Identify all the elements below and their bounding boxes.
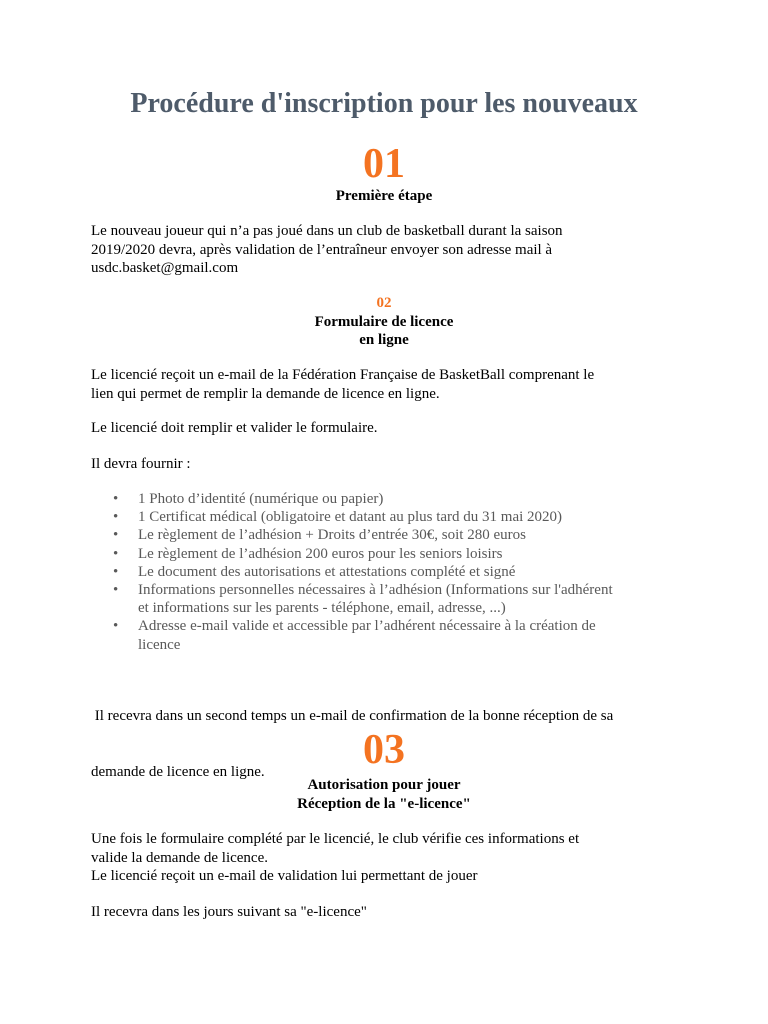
text-line: Le licencié reçoit un e-mail de la Fédération Française de BasketBall comprenant le xyxy=(91,367,595,383)
text-line: Le licencié reçoit un e-mail de validation lui permettant de jouer xyxy=(91,868,478,884)
text-line: 2019/2020 devra, après validation de l’entraîneur envoyer son adresse mail à xyxy=(91,241,553,258)
list-item xyxy=(91,581,681,617)
step-3-paragraph-2: Il recevra dans les jours suivant sa "e-licence" xyxy=(91,904,367,920)
document-title: Procédure d'inscription pour les nouveaux xyxy=(130,88,638,119)
list-item xyxy=(91,490,681,508)
bullet-icon: • xyxy=(113,527,119,544)
step-2-paragraph-1 xyxy=(91,366,681,403)
list-item xyxy=(91,526,681,544)
bullet-icon: • xyxy=(113,582,119,599)
text-line: demande de licence en ligne. xyxy=(91,763,265,780)
list-item xyxy=(91,563,681,581)
list-item-text: 1 Photo d’identité (numérique ou papier) xyxy=(138,491,384,507)
list-item xyxy=(91,508,681,526)
step-3-heading-line-2: Réception de la "e-licence" xyxy=(297,796,471,812)
list-item-text: licence xyxy=(138,636,181,653)
step-3-paragraph-1 xyxy=(91,830,681,886)
step-1-number: 01 xyxy=(363,141,405,187)
step-2-heading-line-1: Formulaire de licence xyxy=(314,314,454,330)
step-2-number: 02 xyxy=(376,295,392,311)
step-2-paragraph-3: Il devra fournir : xyxy=(91,456,191,472)
list-item-text: et informations sur les parents - téléphone, email, adresse, ...) xyxy=(138,600,506,617)
bullet-icon: • xyxy=(113,509,119,526)
email-text: usdc.basket@gmail.com xyxy=(91,260,239,276)
bullet-icon: • xyxy=(113,545,119,562)
text-line: Il recevra dans un second temps un e-mail de confirmation de la bonne réception de sa xyxy=(91,708,614,724)
text-line: Une fois le formulaire complété par le licencié, le club vérifie ces informations et xyxy=(91,831,580,847)
list-item-text: Le règlement de l’adhésion 200 euros pour les seniors loisirs xyxy=(138,545,503,562)
bullet-icon: • xyxy=(113,563,119,580)
list-item-text: Adresse e-mail valide et accessible par l’adhérent nécessaire à la création de xyxy=(138,618,596,635)
text-line: Le nouveau joueur qui n’a pas joué dans un club de basketball durant la saison xyxy=(91,223,563,239)
step-1-paragraph xyxy=(91,222,681,278)
requirements-list xyxy=(91,490,681,654)
step-2-paragraph-2: Le licencié doit remplir et valider le formulaire. xyxy=(91,420,378,436)
step-1-heading: Première étape xyxy=(335,188,433,204)
bullet-icon: • xyxy=(113,491,119,507)
step-2-heading-line-2: en ligne xyxy=(359,332,409,348)
text-line: valide la demande de licence. xyxy=(91,849,268,866)
step-3-number: 03 xyxy=(363,727,405,773)
step-3-heading-line-1: Autorisation pour jouer xyxy=(307,777,461,793)
text-line: lien qui permet de remplir la demande de licence en ligne. xyxy=(91,385,440,402)
list-item-text: Informations personnelles nécessaires à l’adhésion (Informations sur l'adhérent xyxy=(138,582,613,599)
list-item xyxy=(91,545,681,563)
list-item xyxy=(91,617,681,653)
list-item-text: Le document des autorisations et attestations complété et signé xyxy=(138,563,516,580)
list-item-text: Le règlement de l’adhésion + Droits d’entrée 30€, soit 280 euros xyxy=(138,527,526,544)
list-item-text: 1 Certificat médical (obligatoire et datant au plus tard du 31 mai 2020) xyxy=(138,509,563,526)
bullet-icon: • xyxy=(113,618,119,635)
